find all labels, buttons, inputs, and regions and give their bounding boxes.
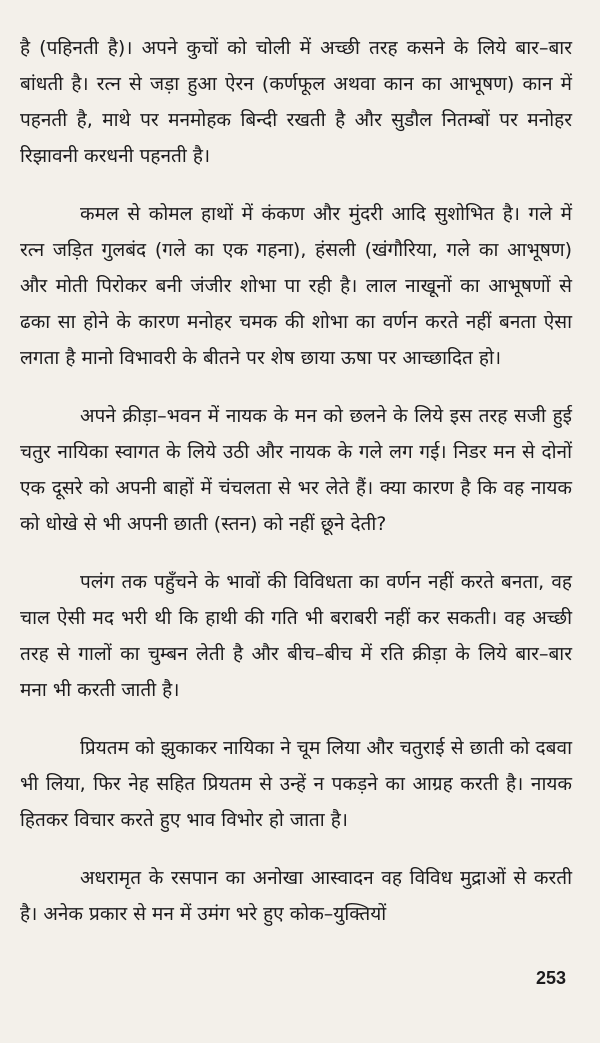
paragraph-1: है (पहिनती है)। अपने कुचों को चोली में अच्छी तरह कसने के लिये बार–बार बांधती है। रत्न से जड़ा हुआ ऐरन (कर्णफूल अथवा कान का आभूषण) कान में पहनती है, माथे पर मनमोहक बिन्दी रखती है और सुडौल नितम्बों पर मनोहर रिझावनी करधनी पहनती है। (20, 37, 572, 167)
paragraph-3: अपने क्रीड़ा–भवन में नायक के मन को छलने के लिये इस तरह सजी हुई चतुर नायिका स्वागत के लिये उठी और नायक के गले लग गई। निडर मन से दोनों एक दूसरे को अपनी बाहों में चंचलता से भर लेते हैं। क्या कारण है कि वह नायक को धोखे से भी अपनी छाती (स्तन) को नहीं छूने देती? (20, 405, 572, 535)
paragraph-2: कमल से कोमल हाथों में कंकण और मुंदरी आदि सुशोभित है। गले में रत्न जड़ित गुलबंद (गले का एक गहना), हंसली (खंगौरिया, गले का आभूषण) और मोती पिरोकर बनी जंजीर शोभा पा रही है। लाल नाखूनों का आभूषणों से ढका सा होने के कारण मनोहर चमक की शोभा का वर्णन करते नहीं बनता ऐसा लगता है मानो विभावरी के बीतने पर शेष छाया ऊषा पर आच्छादित हो। (20, 203, 572, 369)
paragraph-5: प्रियतम को झुकाकर नायिका ने चूम लिया और चतुराई से छाती को दबवा भी लिया, फिर नेह सहित प्रियतम से उन्हें न पकड़ने का आग्रह करती है। नायक हितकर विचार करते हुए भाव विभोर हो जाता है। (20, 737, 572, 831)
paragraph-6: अधरामृत के रसपान का अनोखा आस्वादन वह विविध मुद्राओं से करती है। अनेक प्रकार से मन में उमंग भरे हुए कोक–युक्तियों (20, 867, 572, 925)
page-number: 253 (535, 968, 566, 988)
paragraph-4: पलंग तक पहुँचने के भावों की विविधता का वर्णन नहीं करते बनता, वह चाल ऐसी मद भरी थी कि हाथी की गति भी बराबरी नहीं कर सकती। वह अच्छी तरह से गालों का चुम्बन लेती है और बीच–बीच में रति क्रीड़ा के लिये बार–बार मना भी करती जाती है। (20, 571, 572, 701)
